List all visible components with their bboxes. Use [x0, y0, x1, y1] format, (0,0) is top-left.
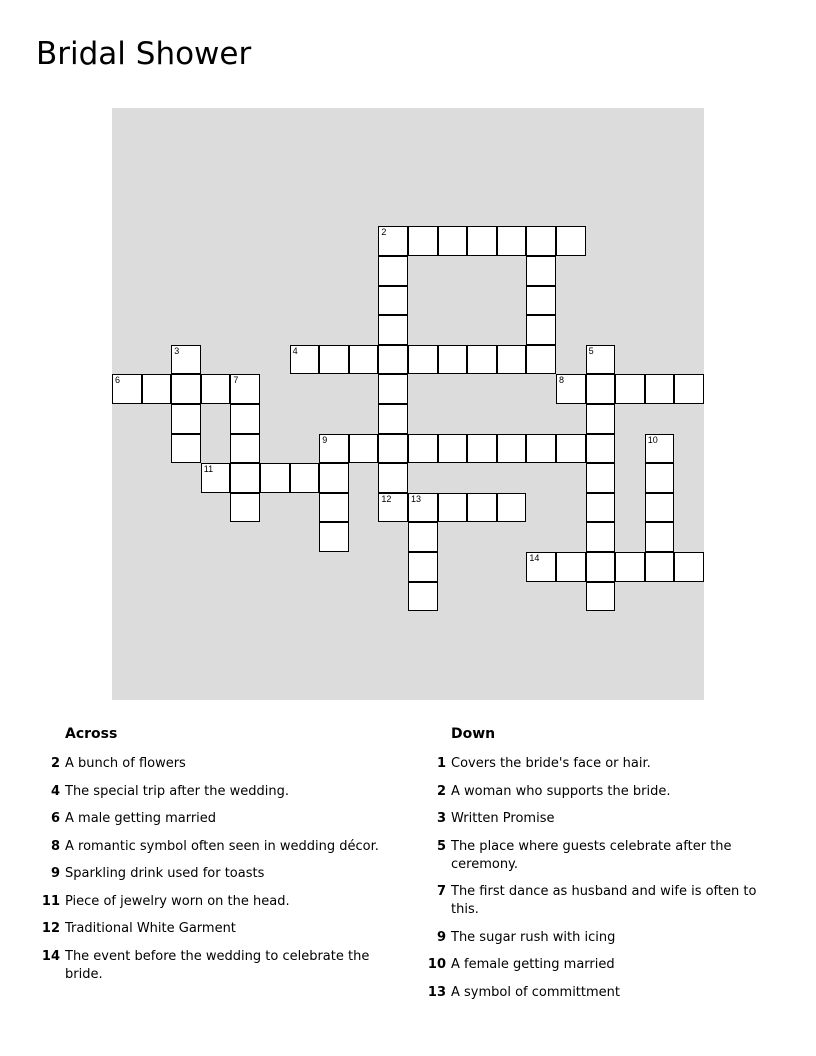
- grid-cell[interactable]: [319, 434, 349, 464]
- grid-cell[interactable]: [497, 493, 527, 523]
- down-heading: Down: [451, 726, 496, 742]
- grid-cell[interactable]: [378, 315, 408, 345]
- grid-cell[interactable]: [349, 345, 379, 375]
- grid-cell[interactable]: [142, 374, 172, 404]
- grid-cell[interactable]: [408, 522, 438, 552]
- grid-cell[interactable]: [586, 552, 616, 582]
- grid-cell[interactable]: [171, 345, 201, 375]
- grid-cell[interactable]: [467, 226, 497, 256]
- grid-cell[interactable]: [408, 434, 438, 464]
- grid-cell[interactable]: [290, 463, 320, 493]
- grid-cell[interactable]: [467, 434, 497, 464]
- grid-cell[interactable]: [230, 434, 260, 464]
- grid-cell[interactable]: [526, 315, 556, 345]
- down-clue: [422, 984, 782, 1002]
- grid-cell[interactable]: [201, 374, 231, 404]
- clue-number: 14: [41, 948, 60, 964]
- cell-number: 6: [115, 375, 121, 386]
- down-clue: [422, 883, 782, 919]
- clue-number: 2: [436, 783, 446, 799]
- grid-cell[interactable]: [438, 345, 468, 375]
- across-clues: [36, 722, 396, 993]
- grid-cell[interactable]: [586, 345, 616, 375]
- clue-number: 6: [50, 811, 60, 826]
- grid-cell[interactable]: [408, 493, 438, 523]
- grid-cell[interactable]: [349, 434, 379, 464]
- down-clues: [422, 722, 782, 1011]
- cell-number: 10: [647, 434, 658, 445]
- grid-cell[interactable]: [378, 463, 408, 493]
- across-clue: [36, 865, 396, 883]
- cell-number: 2: [381, 227, 387, 238]
- down-clue: [422, 956, 782, 974]
- across-clue: [36, 783, 396, 801]
- grid-cell[interactable]: [586, 404, 616, 434]
- grid-cell[interactable]: [378, 374, 408, 404]
- clue-number: 7: [436, 884, 446, 899]
- grid-cell[interactable]: [378, 226, 408, 256]
- across-clue: [36, 838, 396, 856]
- grid-cell[interactable]: [556, 374, 586, 404]
- cell-number: 13: [411, 493, 422, 504]
- grid-cell[interactable]: [586, 522, 616, 552]
- clue-text: The sugar rush with icing: [451, 929, 616, 945]
- clue-number: 11: [41, 893, 60, 909]
- clue-number: 1: [436, 756, 446, 771]
- grid-cell[interactable]: [467, 345, 497, 375]
- across-clue: [36, 920, 396, 938]
- grid-cell[interactable]: [586, 463, 616, 493]
- grid-cell[interactable]: [586, 582, 616, 612]
- cell-number: 3: [174, 345, 180, 356]
- grid-cell[interactable]: [497, 345, 527, 375]
- grid-cell[interactable]: [586, 374, 616, 404]
- grid-cell[interactable]: [378, 493, 408, 523]
- across-heading: Across: [65, 726, 118, 742]
- down-clue: [422, 810, 782, 828]
- grid-cell[interactable]: [586, 493, 616, 523]
- cell-number: 14: [529, 553, 540, 563]
- grid-cell[interactable]: [438, 493, 468, 523]
- across-clue: [36, 755, 396, 773]
- grid-cell[interactable]: [556, 434, 586, 464]
- grid-cell[interactable]: [674, 552, 704, 582]
- clue-number: 9: [436, 929, 446, 945]
- down-clue-list: [422, 755, 782, 1002]
- clue-text: A symbol of committment: [451, 984, 620, 1000]
- clue-text: Traditional White Garment: [65, 921, 236, 936]
- grid-cell[interactable]: [526, 286, 556, 316]
- clue-text: Written Promise: [451, 811, 555, 826]
- cell-number: 4: [292, 345, 298, 356]
- grid-cell[interactable]: [526, 226, 556, 256]
- grid-cell[interactable]: [378, 345, 408, 375]
- cell-number: 7: [233, 375, 239, 386]
- clue-number: 13: [427, 984, 446, 1000]
- clue-number: 8: [50, 838, 60, 854]
- clue-text: A woman who supports the bride.: [451, 783, 671, 799]
- grid-cell[interactable]: [378, 404, 408, 434]
- grid-cell[interactable]: [467, 493, 497, 523]
- clue-text: Sparkling drink used for toasts: [65, 866, 265, 881]
- grid-cell[interactable]: [526, 434, 556, 464]
- grid-cell[interactable]: [645, 493, 675, 523]
- grid-cell[interactable]: [408, 226, 438, 256]
- grid-cell[interactable]: [112, 374, 142, 404]
- grid-cell[interactable]: [171, 404, 201, 434]
- grid-cell[interactable]: [645, 374, 675, 404]
- grid-cell[interactable]: [378, 256, 408, 286]
- clue-text: Piece of jewelry worn on the head.: [65, 893, 290, 909]
- cell-number: 5: [588, 345, 594, 356]
- grid-cell[interactable]: [230, 374, 260, 404]
- grid-cell[interactable]: [645, 434, 675, 464]
- grid-cell[interactable]: [526, 256, 556, 286]
- across-clue: [36, 948, 396, 984]
- grid-cell[interactable]: [526, 552, 556, 582]
- grid-cell[interactable]: [230, 493, 260, 523]
- grid-cell[interactable]: [319, 345, 349, 375]
- grid-cell[interactable]: [556, 552, 586, 582]
- grid-cell[interactable]: [645, 463, 675, 493]
- down-clue: [422, 783, 782, 801]
- down-clue: [422, 838, 782, 874]
- grid-cell[interactable]: [319, 493, 349, 523]
- clue-number: 2: [50, 756, 60, 771]
- clue-number: 5: [436, 838, 446, 854]
- crossword-grid: [112, 108, 704, 700]
- clue-text: The first dance as husband and wife is often to this.: [451, 884, 757, 917]
- across-clue: [36, 810, 396, 828]
- clue-text: The event before the wedding to celebrate the bride.: [65, 948, 370, 982]
- down-clue: [422, 755, 782, 773]
- cell-number: 12: [381, 493, 392, 504]
- grid-cell[interactable]: [438, 434, 468, 464]
- clue-number: 10: [427, 957, 446, 972]
- grid-cell[interactable]: [171, 374, 201, 404]
- clue-number: 4: [50, 783, 60, 799]
- clue-number: 12: [41, 921, 60, 936]
- clue-number: 3: [436, 811, 446, 826]
- grid-cell[interactable]: [408, 582, 438, 612]
- grid-cell[interactable]: [230, 404, 260, 434]
- grid-cell[interactable]: [497, 434, 527, 464]
- cell-number: 9: [322, 434, 328, 445]
- grid-cell[interactable]: [556, 226, 586, 256]
- grid-cell[interactable]: [378, 286, 408, 316]
- down-clue: [422, 929, 782, 947]
- clue-text: Covers the bride's face or hair.: [451, 756, 651, 771]
- grid-cell[interactable]: [319, 463, 349, 493]
- page-title: Bridal Shower: [36, 36, 252, 72]
- grid-cell[interactable]: [171, 434, 201, 464]
- grid-cell[interactable]: [408, 552, 438, 582]
- grid-cell[interactable]: [319, 522, 349, 552]
- grid-cell[interactable]: [615, 374, 645, 404]
- clue-text: The special trip after the wedding.: [65, 783, 289, 799]
- across-clue-list: [36, 755, 396, 984]
- grid-cell[interactable]: [260, 463, 290, 493]
- cell-number: 11: [203, 464, 214, 475]
- grid-cell[interactable]: [230, 463, 260, 493]
- clue-text: The place where guests celebrate after the ceremony.: [451, 838, 732, 872]
- clue-text: A romantic symbol often seen in wedding décor.: [65, 838, 379, 854]
- grid-cell[interactable]: [408, 345, 438, 375]
- grid-cell[interactable]: [201, 463, 231, 493]
- clue-text: A bunch of flowers: [65, 756, 186, 771]
- grid-cell[interactable]: [378, 434, 408, 464]
- grid-cell[interactable]: [674, 374, 704, 404]
- grid-cell[interactable]: [497, 226, 527, 256]
- cell-number: 8: [559, 375, 565, 386]
- grid-cell[interactable]: [615, 552, 645, 582]
- grid-cell[interactable]: [645, 522, 675, 552]
- grid-cell[interactable]: [645, 552, 675, 582]
- clue-text: A male getting married: [65, 811, 217, 826]
- clue-number: 9: [50, 866, 60, 881]
- grid-cell[interactable]: [290, 345, 320, 375]
- grid-cell[interactable]: [586, 434, 616, 464]
- grid-cell[interactable]: [438, 226, 468, 256]
- across-clue: [36, 893, 396, 911]
- clue-text: A female getting married: [451, 957, 615, 972]
- grid-cell[interactable]: [526, 345, 556, 375]
